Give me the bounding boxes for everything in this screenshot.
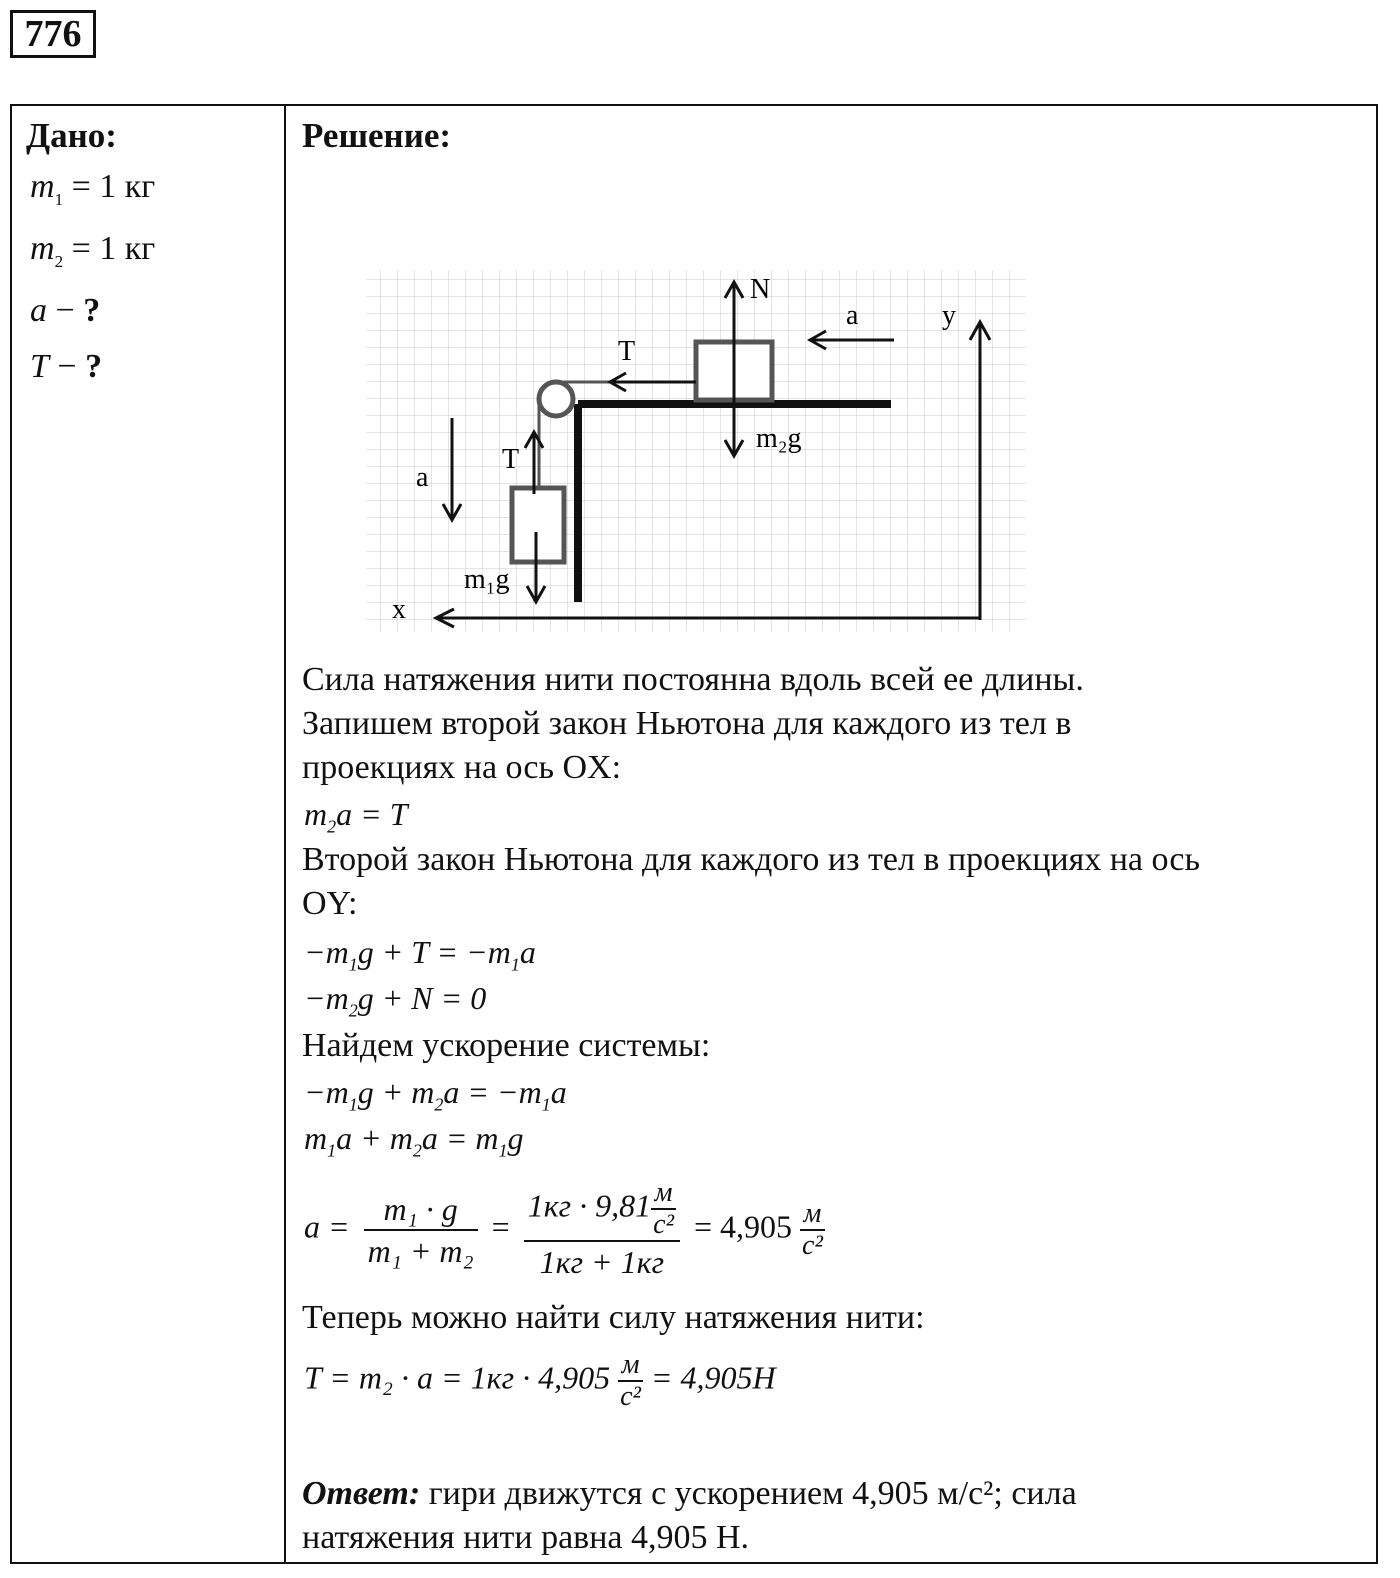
equation-accel-value: a = $\frac{\text{m₁ · g}}{\text{m₁ + m₂}}$ = 1кг · 9,81 м с² 1кг + 1кг = 4,905 м с²	[304, 1177, 823, 1280]
equation-ox: $m_2a = T$	[304, 796, 408, 837]
problem-number: 776	[10, 10, 96, 58]
given-title: Дано:	[26, 116, 117, 155]
text-find-tension: Теперь можно найти силу натяжения нити:	[302, 1299, 925, 1336]
given-a: a − ?	[30, 292, 101, 329]
label-m2g: m₂g	[756, 423, 802, 454]
label-N: N	[750, 274, 771, 305]
equation-oy-2: $-m_2g + N = 0$	[304, 980, 487, 1021]
force-diagram	[346, 262, 1046, 642]
text-newton-ox-2: проекциях на ось OX:	[302, 749, 622, 786]
equation-accel-2: $m_1a + m_2a = m_1g$	[304, 1120, 524, 1161]
equation-tension: T = m₂ · a = 1кг · 4,905 м с² = 4,905H	[304, 1349, 776, 1412]
given-T: T − ?	[30, 348, 103, 385]
given-m1: $m_1 = 1$ кг	[30, 168, 156, 209]
given-column	[11, 105, 285, 1563]
text-newton-oy-1: Второй закон Ньютона для каждого из тел в проекциях на ось	[302, 841, 1200, 878]
label-a-left: a	[416, 462, 429, 493]
solution-title: Решение:	[302, 116, 452, 155]
label-T-left: T	[502, 444, 520, 475]
label-y: y	[942, 300, 956, 331]
answer-line-1: Ответ: гири движутся с ускорением 4,905 м/с²; сила	[302, 1475, 1077, 1512]
answer-label: Ответ:	[302, 1475, 421, 1512]
given-m2: $m_2 = 1$ кг	[30, 230, 156, 271]
text-newton-ox-1: Запишем второй закон Ньютона для каждого из тел в	[302, 705, 1072, 742]
solution-table	[10, 104, 1378, 1564]
solution-column	[285, 105, 1377, 1563]
label-a-top: a	[846, 300, 859, 331]
label-T-top: T	[618, 336, 636, 367]
answer-line-2: натяжения нити равна 4,905 Н.	[302, 1519, 750, 1556]
text-newton-oy-2: OY:	[302, 885, 358, 922]
pulley	[539, 382, 573, 416]
label-x: x	[392, 594, 406, 625]
block-m1	[512, 488, 564, 562]
equation-accel-1: $-m_1g + m_2a = -m_1a$	[304, 1074, 567, 1115]
text-find-accel: Найдем ускорение системы:	[302, 1027, 711, 1064]
label-m1g: m₁g	[464, 564, 510, 595]
equation-oy-1: $-m_1g + T = -m_1a$	[304, 934, 536, 975]
text-tension: Сила натяжения нити постоянна вдоль всей ее длины.	[302, 661, 1084, 698]
